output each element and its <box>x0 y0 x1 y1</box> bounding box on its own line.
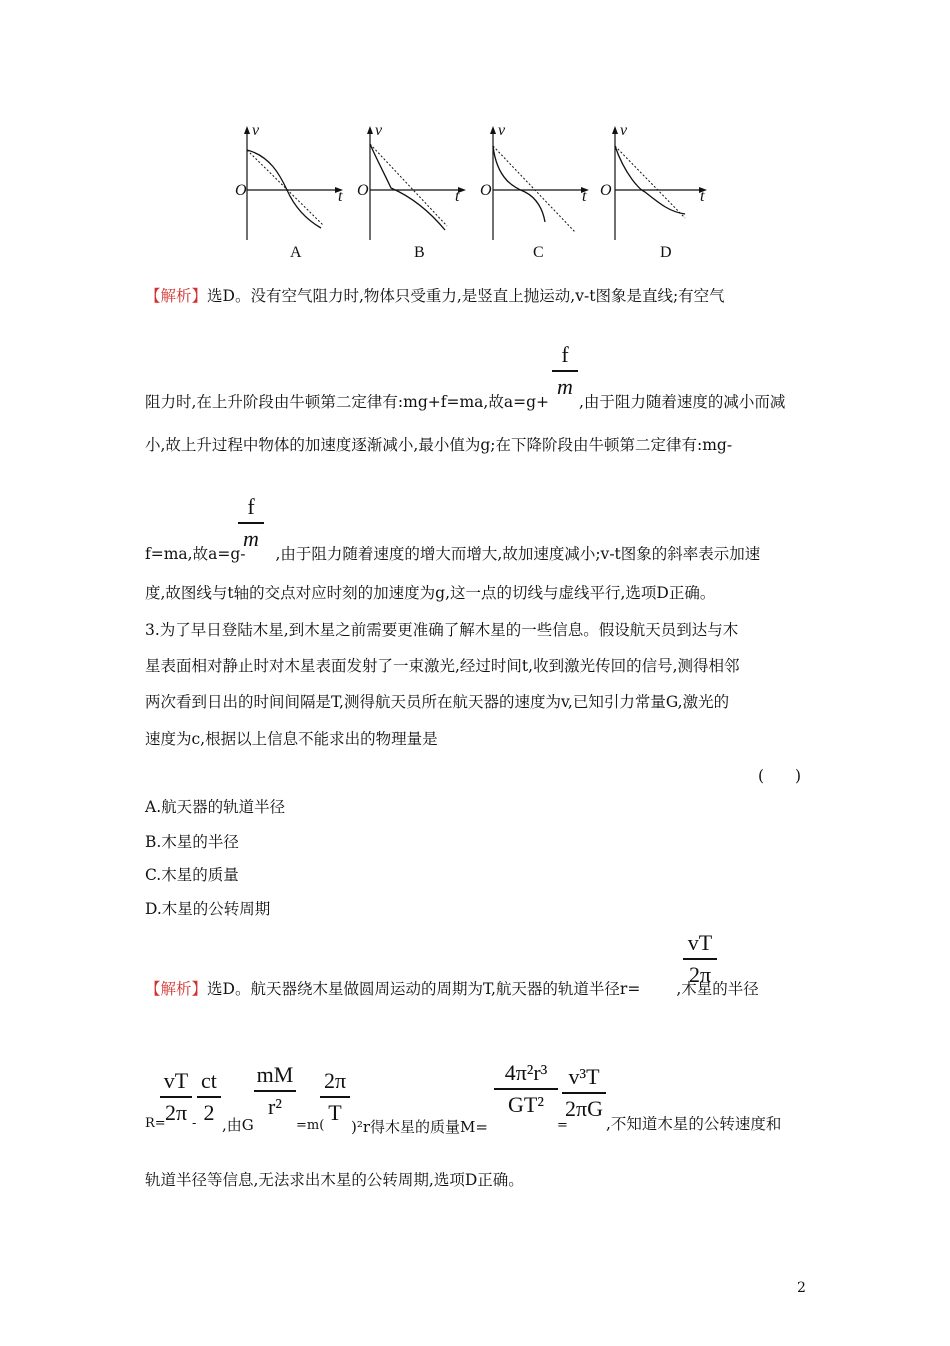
graph-b-axis-t: t <box>455 188 460 205</box>
analysis1-line4 <box>145 544 760 564</box>
frac-den: T <box>328 1099 342 1125</box>
graph-a <box>244 126 343 240</box>
analysis1-line5: 度,故图线与t轴的交点对应时刻的加速度为g,这一点的切线与虚线平行,选项D正确。 <box>145 584 716 602</box>
analysis1-line3: 小,故上升过程中物体的加速度逐渐减小,最小值为g;在下降阶段由牛顿第二定律有:mg- <box>145 436 733 454</box>
formula-eq-m: =m( <box>296 1118 325 1133</box>
option-d: D.木星的公转周期 <box>145 900 271 918</box>
analysis1-text4b: ,由于阻力随着速度的增大而增大,故加速度减小;v-t图象的斜率表示加速 <box>275 545 761 563</box>
option-c: C.木星的质量 <box>145 866 239 884</box>
graph-b-axis-v: v <box>375 122 383 139</box>
analysis2-text1: 选D。航天器绕木星做圆周运动的周期为T,航天器的轨道半径r= <box>207 980 641 998</box>
graph-d-axis-v: v <box>620 122 628 139</box>
frac-num: ct <box>201 1068 217 1093</box>
analysis1-line1 <box>145 286 725 306</box>
frac-den: m <box>557 373 573 399</box>
frac-num: 4π²r³ <box>504 1060 548 1085</box>
graph-a-origin: O <box>235 182 247 199</box>
fraction-2pi-over-T <box>320 1068 350 1126</box>
analysis-tag: 【解析】 <box>145 980 208 998</box>
graph-a-axis-v: v <box>252 122 260 139</box>
analysis2-line1 <box>145 979 759 999</box>
graph-label-b: B <box>414 244 425 261</box>
analysis-tag: 【解析】 <box>145 287 208 305</box>
frac-den: GT² <box>508 1091 544 1117</box>
graph-label-d: D <box>660 244 672 261</box>
fraction-f-over-m-1 <box>552 342 578 400</box>
formula-eq2: = <box>557 1118 568 1133</box>
fraction-mM-over-r2 <box>254 1062 296 1120</box>
question3-line1: 3.为了早日登陆木星,到木星之前需要更准确了解木星的一些信息。假设航天员到达与木 <box>145 621 739 639</box>
frac-den: r² <box>268 1093 282 1119</box>
analysis1-text1: 选D。没有空气阻力时,物体只受重力,是竖直上抛运动,v-t图象是直线;有空气 <box>207 287 725 305</box>
graph-a-axis-t: t <box>338 188 343 205</box>
formula-by-G: ,由G <box>222 1116 254 1134</box>
analysis2-text1b: ,木星的半径 <box>676 980 759 998</box>
analysis1-text4a: f=ma,故a=g- <box>145 545 246 563</box>
frac-den: 2π <box>688 961 712 987</box>
option-a: A.航天器的轨道半径 <box>145 798 286 816</box>
formula-minus: - <box>192 1116 197 1131</box>
formula-tail: ,不知道木星的公转速度和 <box>606 1115 782 1133</box>
graph-label-c: C <box>533 244 544 261</box>
fraction-f-over-m-2 <box>238 494 264 552</box>
frac-num: mM <box>256 1062 294 1087</box>
question3-line4: 速度为c,根据以上信息不能求出的物理量是 <box>145 730 438 748</box>
fraction-4pi2r3-over-GT2 <box>494 1060 558 1118</box>
frac-den: 2 <box>203 1099 215 1125</box>
frac-den: 2πG <box>565 1095 603 1121</box>
analysis1-text2b: ,由于阻力随着速度的减小而减 <box>579 393 786 411</box>
graph-d-axis-t: t <box>700 188 705 205</box>
frac-num: f <box>247 494 255 519</box>
formula-R-eq: R= <box>145 1116 166 1131</box>
formula-mass-text: )²r得木星的质量M= <box>351 1118 488 1136</box>
fraction-ct-over-2 <box>197 1068 221 1126</box>
graph-label-a: A <box>290 244 302 261</box>
frac-num: 2π <box>323 1068 347 1093</box>
graph-c-origin: O <box>480 182 492 199</box>
graph-c <box>490 126 589 240</box>
frac-num: v³T <box>568 1064 600 1089</box>
graph-d-origin: O <box>600 182 612 199</box>
question3-line3: 两次看到日出的时间间隔是T,测得航天员所在航天器的速度为v,已知引力常量G,激光的 <box>145 693 730 711</box>
graph-c-axis-t: t <box>582 188 587 205</box>
page-number: 2 <box>797 1280 806 1296</box>
graph-b-origin: O <box>357 182 369 199</box>
answer-bracket: ( ) <box>758 767 802 785</box>
analysis1-line2 <box>145 392 785 412</box>
frac-num: vT <box>163 1068 189 1093</box>
frac-den: 2π <box>164 1099 188 1125</box>
frac-num: f <box>561 342 569 367</box>
graph-b <box>367 126 466 240</box>
graph-d <box>612 126 707 240</box>
fraction-vt-over-2pi-R <box>160 1068 192 1126</box>
graph-c-axis-v: v <box>498 122 506 139</box>
frac-num: vT <box>687 930 713 955</box>
question3-line2: 星表面相对静止时对木星表面发射了一束激光,经过时间t,收到激光传回的信号,测得相邻 <box>145 657 740 675</box>
fraction-v3T-over-2piG <box>562 1064 606 1122</box>
option-b: B.木星的半径 <box>145 833 239 851</box>
frac-den: m <box>243 525 259 551</box>
analysis2-line3: 轨道半径等信息,无法求出木星的公转周期,选项D正确。 <box>145 1171 524 1189</box>
analysis1-text2a: 阻力时,在上升阶段由牛顿第二定律有:mg+f=ma,故a=g+ <box>145 393 549 411</box>
